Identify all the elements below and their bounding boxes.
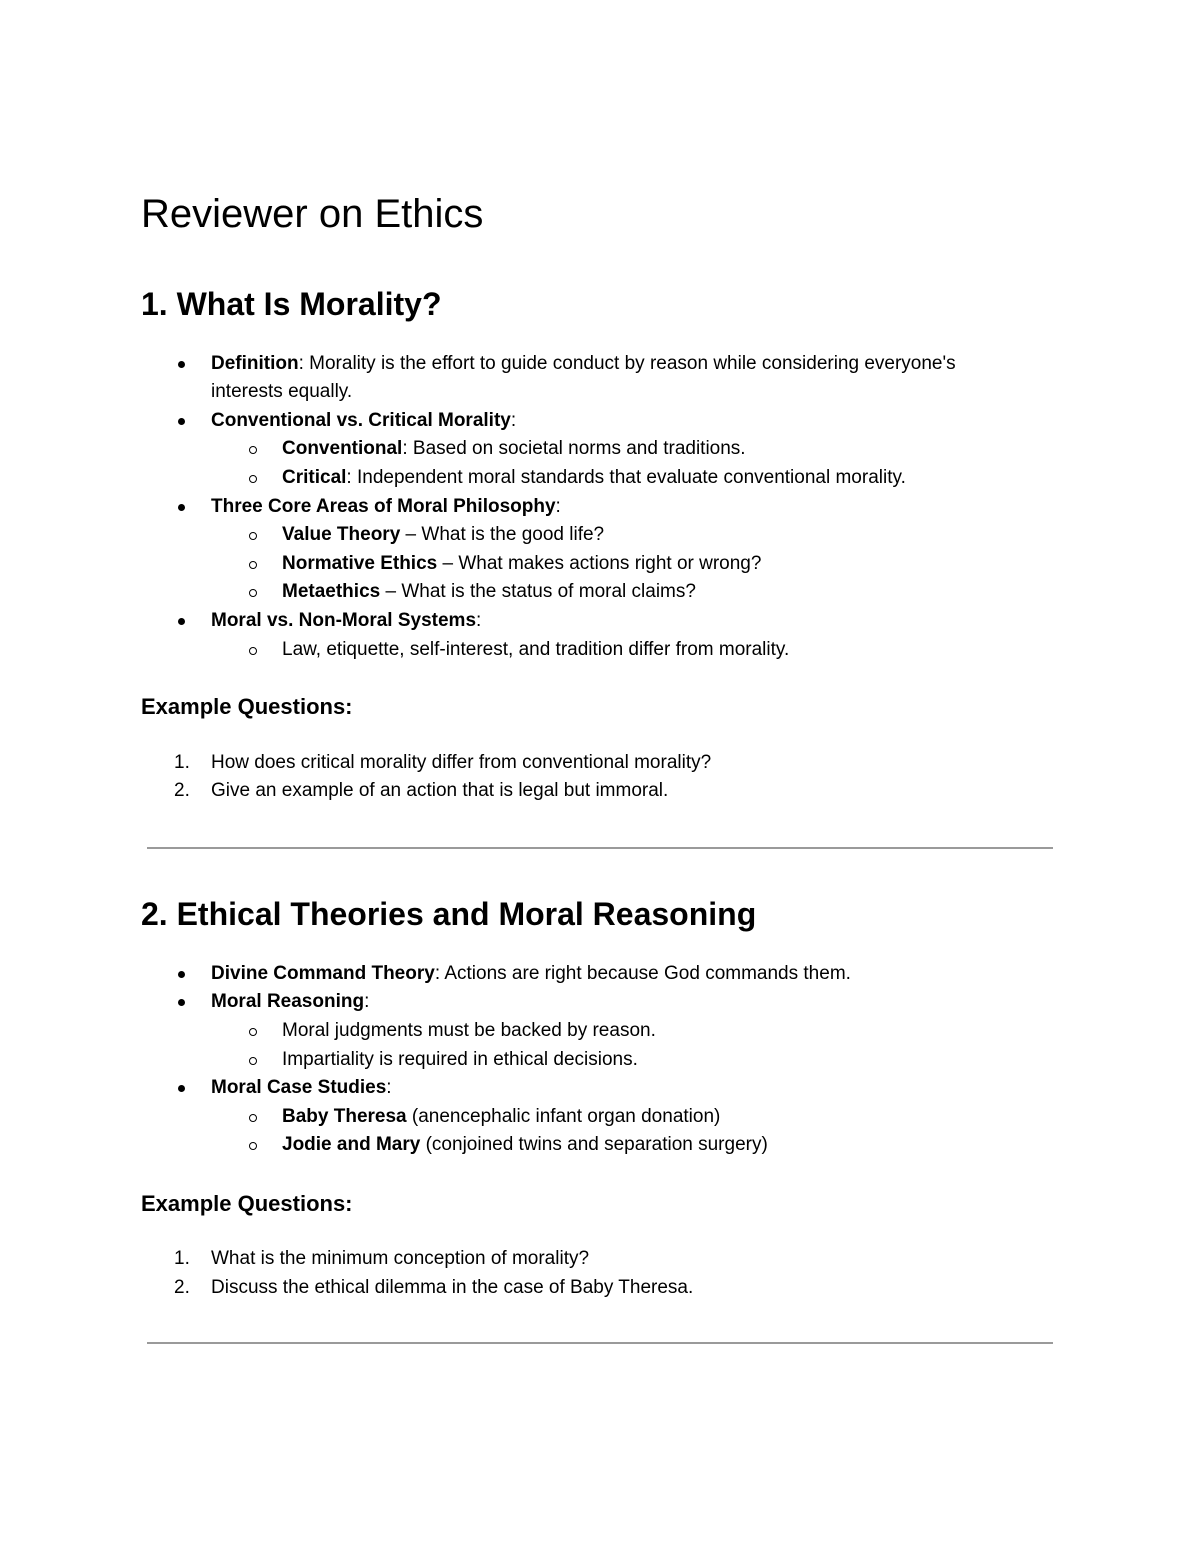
question-text: How does critical morality differ from conventional morality? <box>211 752 712 773</box>
questions-heading: Example Questions: <box>141 1191 353 1216</box>
term-label: Baby Theresa <box>282 1106 407 1127</box>
list-item-core-areas <box>211 493 561 521</box>
section-heading: 2. Ethical Theories and Moral Reasoning <box>141 896 757 932</box>
term-label: Critical <box>282 467 347 488</box>
section-divider <box>147 1342 1053 1344</box>
term-label: Moral Reasoning <box>211 991 365 1012</box>
question-number: 2. <box>174 1277 190 1298</box>
term-text: : Based on societal norms and traditions. <box>402 438 746 459</box>
bullet-icon <box>178 999 185 1006</box>
question-number: 1. <box>174 1248 190 1269</box>
sub-item-metaethics <box>282 578 696 606</box>
question-number: 2. <box>174 780 190 801</box>
term-label: Conventional <box>282 438 403 459</box>
term-label: Value Theory <box>282 524 401 545</box>
sub-item-impartiality: Impartiality is required in ethical decisions. <box>282 1049 638 1070</box>
document-title: Reviewer on Ethics <box>141 192 484 236</box>
list-item-moral-systems <box>211 607 481 635</box>
term-label: Definition <box>211 353 299 374</box>
circle-bullet-icon <box>249 475 257 483</box>
list-item-conventional-critical <box>211 407 516 435</box>
list-item-divine-command <box>211 960 851 988</box>
sub-item-value-theory <box>282 521 604 549</box>
circle-bullet-icon <box>249 589 257 597</box>
term-label: Jodie and Mary <box>282 1134 421 1155</box>
term-text: : <box>510 410 517 431</box>
question-text: Discuss the ethical dilemma in the case of Baby Theresa. <box>211 1277 694 1298</box>
list-item-moral-reasoning <box>211 988 369 1016</box>
bullet-icon <box>178 1085 185 1092</box>
circle-bullet-icon <box>249 1114 257 1122</box>
term-text: : <box>555 496 561 517</box>
term-text: : Actions are right because God commands them. <box>434 963 851 984</box>
term-label: Divine Command Theory <box>211 963 435 984</box>
bullet-icon <box>178 618 185 625</box>
circle-bullet-icon <box>249 1028 257 1036</box>
term-text: : <box>476 610 482 631</box>
term-text: – What is the status of moral claims? <box>380 581 696 602</box>
term-label: Metaethics <box>282 581 381 602</box>
term-text: (anencephalic infant organ donation) <box>406 1106 721 1127</box>
question-number: 1. <box>174 752 190 773</box>
term-label: Three Core Areas of Moral Philosophy <box>211 496 556 517</box>
list-item-case-studies <box>211 1074 392 1102</box>
sub-item-reasoning: Moral judgments must be backed by reason. <box>282 1020 656 1041</box>
sub-item-conventional <box>282 435 746 463</box>
sub-item-moral-systems: Law, etiquette, self-interest, and tradition differ from morality. <box>282 639 790 660</box>
circle-bullet-icon <box>249 561 257 569</box>
list-item-continuation: interests equally. <box>211 381 353 402</box>
section-divider <box>147 847 1053 849</box>
circle-bullet-icon <box>249 647 257 655</box>
term-label: Conventional vs. Critical Morality <box>211 410 511 431</box>
term-text: : <box>364 991 370 1012</box>
circle-bullet-icon <box>249 1142 257 1150</box>
term-text: : Morality is the effort to guide conduct by reason while considering everyone's <box>298 353 956 374</box>
bullet-icon <box>178 504 185 511</box>
circle-bullet-icon <box>249 532 257 540</box>
circle-bullet-icon <box>249 1057 257 1065</box>
term-label: Normative Ethics <box>282 553 438 574</box>
term-label: Moral vs. Non-Moral Systems <box>211 610 477 631</box>
list-item-definition <box>211 350 956 378</box>
term-text: : Independent moral standards that evaluate conventional morality. <box>346 467 906 488</box>
question-text: Give an example of an action that is legal but immoral. <box>211 780 669 801</box>
sub-item-critical <box>282 464 906 492</box>
bullet-icon <box>178 361 185 368</box>
term-text: (conjoined twins and separation surgery) <box>420 1134 768 1155</box>
term-text: – What is the good life? <box>400 524 605 545</box>
term-label: Moral Case Studies <box>211 1077 387 1098</box>
sub-item-normative-ethics <box>282 550 761 578</box>
bullet-icon <box>178 418 185 425</box>
section-heading: 1. What Is Morality? <box>141 286 442 322</box>
term-text: : <box>386 1077 392 1098</box>
bullet-icon <box>178 971 185 978</box>
sub-item-baby-theresa <box>282 1103 720 1131</box>
term-text: – What makes actions right or wrong? <box>437 553 762 574</box>
question-text: What is the minimum conception of morality? <box>211 1248 590 1269</box>
circle-bullet-icon <box>249 446 257 454</box>
questions-heading: Example Questions: <box>141 694 353 719</box>
sub-item-jodie-mary <box>282 1131 768 1159</box>
